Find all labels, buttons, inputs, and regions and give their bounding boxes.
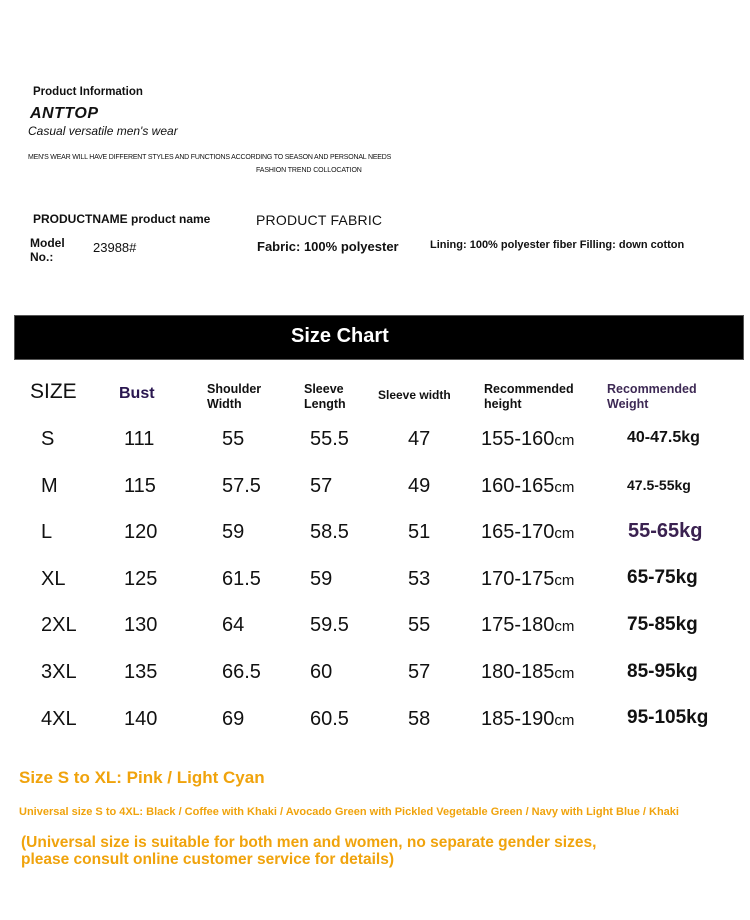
cell-size: S (41, 428, 55, 450)
colors-title: Size S to XL: Pink / Light Cyan (19, 768, 265, 787)
cell-sleeve-width: 53 (408, 567, 431, 590)
cell-shoulder-width: 59 (222, 521, 245, 544)
cell-recommended-height (481, 521, 574, 544)
cell-bust: 115 (124, 474, 156, 497)
height-unit: cm (554, 432, 575, 449)
cell-sleeve-length: 59 (310, 567, 333, 590)
cell-sleeve-width: 58 (408, 707, 431, 730)
cell-recommended-height (481, 661, 574, 684)
unisex-disclaimer: (Universal size is suitable for both men and women, no separate gender sizes, please consult online customer service for details) (21, 834, 597, 868)
cell-recommended-weight: 47.5-55kg (627, 476, 691, 493)
header-size: SIZE (30, 380, 77, 403)
cell-bust: 130 (124, 614, 158, 637)
fabric-value: Fabric: 100% polyester (257, 239, 399, 254)
height-value: 180-185 (481, 661, 555, 683)
header-recommended-weight: Recommended Weight (607, 382, 697, 411)
cell-recommended-weight: 95-105kg (627, 707, 709, 729)
cell-bust: 125 (124, 567, 158, 590)
height-unit: cm (554, 525, 575, 543)
cell-recommended-weight: 75-85kg (627, 613, 698, 635)
cell-bust: 120 (124, 521, 158, 544)
height-value: 175-180 (481, 614, 555, 637)
product-info-label: Product Information (33, 86, 143, 98)
cell-recommended-height (481, 708, 574, 731)
height-unit: cm (554, 711, 575, 729)
height-unit: cm (554, 571, 575, 589)
cell-sleeve-length: 55.5 (310, 428, 349, 450)
cell-size: L (41, 521, 53, 544)
cell-shoulder-width: 64 (222, 614, 245, 637)
universal-colors: Universal size S to 4XL: Black / Coffee with Khaki / Avocado Green with Pickled Vegetable Green / Navy with Light Blue / Khaki (19, 806, 679, 818)
cell-bust: 111 (124, 428, 155, 450)
brand-tagline: Casual versatile men's wear (28, 124, 178, 138)
height-value: 160-165 (481, 474, 555, 497)
header-shoulder-width: Shoulder Width (207, 382, 262, 411)
cell-shoulder-width: 66.5 (222, 661, 261, 683)
header-recommended-height: Recommended height (484, 382, 574, 411)
cell-recommended-weight: 55-65kg (628, 520, 703, 543)
cell-sleeve-length: 59.5 (310, 614, 349, 637)
cell-sleeve-length: 58.5 (310, 521, 349, 544)
cell-sleeve-width: 55 (408, 614, 431, 637)
collocation-label: FASHION TREND COLLOCATION (256, 167, 362, 174)
size-chart-banner (14, 315, 744, 360)
height-value: 170-175 (481, 567, 555, 590)
cell-bust: 135 (124, 661, 158, 683)
cell-size: 2XL (41, 614, 77, 637)
height-value: 155-160 (481, 428, 555, 450)
size-chart-title: Size Chart (291, 325, 389, 347)
cell-bust: 140 (124, 707, 158, 730)
cell-shoulder-width: 61.5 (222, 567, 261, 590)
cell-shoulder-width: 55 (222, 428, 245, 450)
cell-recommended-height (481, 614, 574, 637)
header-sleeve-length: Sleeve Length (304, 382, 346, 411)
height-unit: cm (554, 618, 575, 636)
cell-recommended-height (481, 568, 574, 591)
cell-size: 3XL (41, 661, 77, 683)
cell-sleeve-length: 57 (310, 474, 333, 497)
cell-recommended-height (481, 428, 574, 451)
cell-recommended-weight: 40-47.5kg (627, 429, 700, 446)
height-unit: cm (554, 665, 575, 682)
fabric-title: PRODUCT FABRIC (256, 212, 383, 228)
height-unit: cm (554, 478, 575, 496)
header-sleeve-width: Sleeve width (378, 388, 451, 402)
model-number-value: 23988# (93, 240, 137, 255)
cell-sleeve-width: 57 (408, 661, 431, 683)
cell-recommended-weight: 65-75kg (627, 567, 698, 589)
cell-size: 4XL (41, 707, 77, 730)
cell-size: XL (41, 567, 66, 590)
cell-sleeve-length: 60 (310, 661, 333, 683)
cell-sleeve-width: 47 (408, 428, 431, 450)
height-value: 185-190 (481, 707, 555, 730)
model-number-label: Model No.: (30, 236, 65, 264)
brand-name: ANTTOP (30, 105, 99, 122)
cell-shoulder-width: 57.5 (222, 474, 261, 497)
cell-shoulder-width: 69 (222, 707, 245, 730)
cell-size: M (41, 474, 58, 497)
lining-value: Lining: 100% polyester fiber Filling: down cotton (430, 239, 685, 251)
season-notice: MEN'S WEAR WILL HAVE DIFFERENT STYLES AND FUNCTIONS ACCORDING TO SEASON AND PERSONAL NEEDS (28, 154, 392, 161)
height-value: 165-170 (481, 521, 555, 544)
cell-sleeve-width: 51 (408, 521, 431, 544)
product-name-label: PRODUCTNAME product name (33, 212, 211, 226)
header-bust: Bust (119, 385, 155, 402)
cell-recommended-weight: 85-95kg (627, 660, 698, 682)
cell-sleeve-length: 60.5 (310, 707, 349, 730)
cell-sleeve-width: 49 (408, 474, 431, 497)
cell-recommended-height (481, 475, 574, 498)
